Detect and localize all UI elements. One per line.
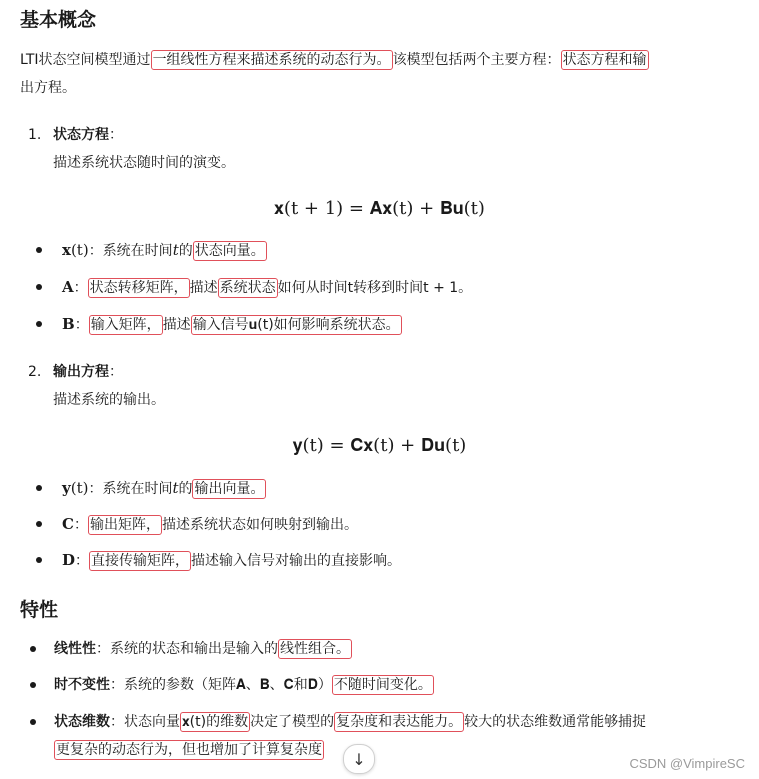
scroll-down-button[interactable] [343, 744, 375, 774]
colon: ： [109, 127, 123, 143]
highlight: 输出矩阵， [89, 517, 160, 533]
list-item [54, 710, 646, 734]
highlight: 输入矩阵， [90, 317, 161, 333]
list-number-2: 2. [28, 364, 42, 380]
bullet-text: 系统在时间 [102, 243, 173, 259]
output-equation-label: 输出方程 [53, 364, 109, 380]
bullet-text: 系统的参数（矩阵𝐀、𝐁、𝐂和𝐃） [124, 677, 332, 693]
property-label: 状态维数 [54, 714, 110, 730]
bullet-dot [36, 284, 42, 290]
property-label: 线性性 [54, 641, 96, 657]
highlight: 复杂度和表达能力。 [336, 714, 463, 730]
math-symbol: 𝐀 [62, 278, 74, 296]
highlight: 系统状态 [219, 280, 276, 296]
bullet-text: 如何从时间t转移到时间t + 1。 [277, 280, 473, 296]
bullet-dot [36, 521, 42, 527]
bullet-text: 系统的状态和输出是输入的 [110, 641, 278, 657]
bullet-dot [36, 321, 42, 327]
list-number-1: 1. [28, 127, 42, 143]
state-equation-title [53, 124, 123, 146]
colon: ： [88, 481, 103, 497]
colon: ： [110, 714, 124, 730]
bullet-text: 决定了模型的 [250, 714, 335, 730]
math-symbol: 𝐲 [62, 479, 71, 497]
colon: ： [73, 280, 88, 296]
highlight: 状态转移矩阵， [89, 280, 188, 296]
intro-paragraph [20, 46, 740, 102]
colon: ： [75, 553, 90, 569]
list-item [62, 548, 401, 573]
bullet-dot [36, 247, 42, 253]
output-equation-title [53, 361, 123, 383]
bullet-text: 描述系统状态如何映射到输出。 [161, 517, 358, 533]
list-item [62, 512, 358, 537]
math-symbol: 𝐱 [62, 241, 71, 259]
section-heading-basics: 基本概念 [20, 9, 97, 31]
math-var: t [172, 479, 179, 497]
colon: ： [88, 243, 103, 259]
intro-highlight-2-cont: 出方程 [20, 80, 62, 96]
output-equation-desc: 描述系统的输出。 [53, 392, 165, 408]
bullet-text: 系统在时间 [102, 481, 173, 497]
intro-text-2: 该模型包括两个主要方程： [392, 52, 561, 68]
highlight: 线性组合。 [280, 641, 350, 657]
intro-highlight-1: 一组线性方程来描述系统的动态行为。 [152, 52, 391, 68]
bullet-text: 描述输入信号对输出的直接影响。 [191, 553, 402, 569]
colon: ： [110, 677, 124, 693]
highlight: 𝐱(t)的维数 [182, 714, 249, 730]
colon: ： [74, 317, 89, 333]
math-symbol: 𝐁 [62, 315, 75, 333]
state-equation-label: 状态方程 [53, 127, 109, 143]
math-arg: (t) [70, 479, 89, 497]
math-var: t [172, 241, 179, 259]
bullet-dot [30, 646, 36, 652]
output-equation: 𝐲(t) = 𝐂𝐱(t) + 𝐃𝐮(t) [292, 435, 467, 456]
property-label: 时不变性 [54, 677, 110, 693]
highlight: 更复杂的动态行为，但也增加了计算复杂度 [56, 742, 322, 758]
list-item [54, 637, 352, 661]
math-symbol: 𝐃 [62, 551, 76, 569]
bullet-text: 较大的状态维数通常能够捕捉 [464, 714, 647, 730]
highlight: 直接传输矩阵， [91, 553, 190, 569]
colon: ： [96, 641, 110, 657]
list-item [62, 312, 402, 337]
bullet-dot [30, 719, 36, 725]
bullet-dot [36, 485, 42, 491]
colon: ： [109, 364, 123, 380]
list-item [62, 476, 266, 501]
highlight: 不随时间变化。 [333, 677, 432, 693]
bullet-text: 的 [178, 481, 193, 497]
state-equation: 𝐱(t + 1) = 𝐀𝐱(t) + 𝐁𝐮(t) [274, 198, 485, 219]
bullet-text: 描述 [162, 317, 191, 333]
section-heading-properties: 特性 [20, 599, 59, 621]
list-item [62, 275, 472, 300]
arrow-down-icon: ↓ [352, 749, 366, 769]
highlight: 状态向量。 [194, 243, 265, 259]
list-item [62, 238, 267, 263]
intro-text: LTI状态空间模型通过 [20, 52, 151, 68]
watermark: CSDN @VimpireSC [629, 756, 745, 771]
bullet-dot [36, 557, 42, 563]
highlight: 输入信号𝐮(t)如何影响系统状态。 [192, 317, 400, 333]
math-symbol: 𝐂 [62, 515, 74, 533]
bullet-text: 状态向量 [124, 714, 180, 730]
list-item-continuation [54, 738, 324, 762]
highlight: 输出向量。 [194, 481, 265, 497]
state-equation-desc: 描述系统状态随时间的演变。 [53, 155, 235, 171]
intro-highlight-2: 状态方程和输 [562, 52, 647, 68]
list-item [54, 673, 434, 697]
colon: ： [73, 517, 88, 533]
bullet-text: 的 [178, 243, 193, 259]
bullet-text: 描述 [189, 280, 218, 296]
math-arg: (t) [70, 241, 89, 259]
intro-period: 。 [62, 80, 76, 96]
bullet-dot [30, 682, 36, 688]
